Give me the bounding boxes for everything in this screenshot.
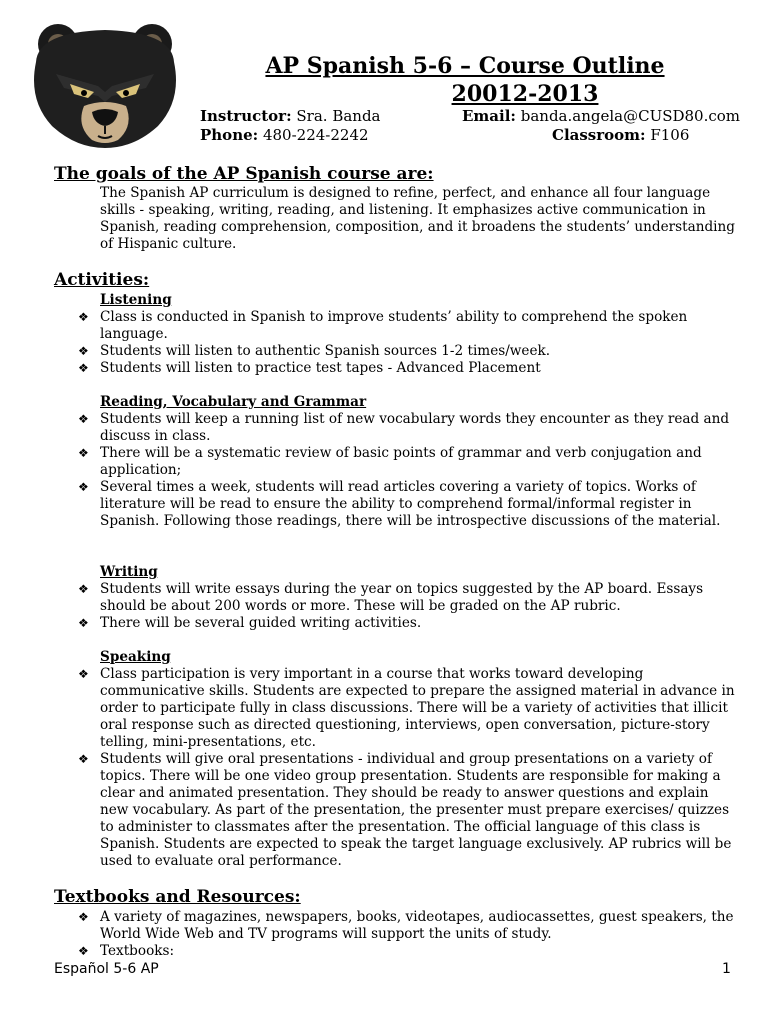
bullet-icon: ❖ — [78, 667, 89, 681]
list-item: ❖ Class participation is very important in a course that works toward developing communicative skills. Students are expected to prepare the assigned material in advance in order to participate fully in class discussions. There will be a variety of activities that illicit oral response such as directed questioning, interviews, open conversation, picture-story telling, mini-presentations, etc. — [78, 666, 735, 750]
textbooks-heading: Textbooks and Resources: — [54, 887, 301, 907]
speaking-subheading: Speaking — [100, 649, 171, 665]
bullet-icon: ❖ — [78, 944, 89, 958]
bullet-icon: ❖ — [78, 446, 89, 460]
listening-subheading: Listening — [100, 292, 172, 308]
writing-subheading: Writing — [100, 564, 158, 580]
list-item: ❖ Students will give oral presentations - individual and group presentations on a variety of topics. There will be one video group presentation. Students are responsible for making a clear and animated presentation. They should be ready to answer questions and explain new vocabulary. As part of the presentation, the presenter must prepare exercises/ quizzes to administer to classmates after the presentation. The official language of this class is Spanish. Students are expected to speak the target language exclusively. AP rubrics will be used to evaluate oral performance. — [78, 751, 732, 869]
list-item: ❖ Students will keep a running list of new vocabulary words they encounter as they read and discuss in class. — [78, 411, 730, 444]
list-item: ❖ Textbooks: — [78, 943, 175, 959]
bullet-icon: ❖ — [78, 616, 89, 630]
list-item: ❖ A variety of magazines, newspapers, books, videotapes, audiocassettes, guest speakers, the World Wide Web and TV programs will support the units of study. — [78, 909, 734, 942]
listening-list — [78, 309, 738, 377]
bullet-icon: ❖ — [78, 582, 89, 596]
footer-page-number: 1 — [722, 961, 731, 977]
bullet-icon: ❖ — [78, 752, 89, 766]
instructor-value: Sra. Banda — [296, 107, 381, 125]
list-item: ❖ There will be several guided writing activities. — [78, 615, 422, 631]
footer-course-name: Español 5-6 AP — [54, 961, 159, 977]
bullet-icon: ❖ — [78, 361, 89, 375]
reading-subheading: Reading, Vocabulary and Grammar — [100, 394, 367, 410]
title-line-1: AP Spanish 5-6 – Course Outline — [265, 53, 665, 79]
email-line — [462, 107, 740, 126]
instructor-label: Instructor: — [200, 107, 292, 125]
instructor-line — [200, 107, 381, 126]
bullet-icon: ❖ — [78, 480, 89, 494]
phone-value: 480-224-2242 — [262, 126, 369, 144]
reading-list — [78, 411, 738, 530]
textbooks-list — [78, 909, 738, 960]
phone-label: Phone: — [200, 126, 259, 144]
bullet-icon: ❖ — [78, 310, 89, 324]
goals-heading: The goals of the AP Spanish course are: — [54, 164, 434, 184]
speaking-list — [78, 666, 738, 870]
list-item: ❖ Students will write essays during the year on topics suggested by the AP board. Essays should be about 200 words or more. These will be graded on the AP rubric. — [78, 581, 704, 614]
list-item: ❖ There will be a systematic review of basic points of grammar and verb conjugation and application; — [78, 445, 702, 478]
bullet-icon: ❖ — [78, 412, 89, 426]
email-value[interactable]: banda.angela@CUSD80.com — [520, 107, 741, 125]
list-item: ❖ Class is conducted in Spanish to improve students’ ability to comprehend the spoken language. — [78, 309, 688, 342]
goals-paragraph: The Spanish AP curriculum is designed to refine, perfect, and enhance all four language skills - speaking, writing, reading, and listening. It emphasizes active communication in Spanish, reading comprehension, composition, and it broadens the students’ understanding of Hispanic culture. — [100, 185, 735, 252]
email-label: Email: — [462, 107, 516, 125]
classroom-line — [552, 126, 689, 145]
classroom-value: F106 — [650, 126, 690, 144]
phone-line — [200, 126, 369, 145]
document-title — [200, 52, 730, 108]
activities-heading: Activities: — [54, 270, 150, 290]
bullet-icon: ❖ — [78, 910, 89, 924]
bear-mascot-icon — [26, 22, 184, 152]
writing-list — [78, 581, 738, 632]
list-item: ❖ Several times a week, students will read articles covering a variety of topics. Works of literature will be read to ensure the ability to comprehend formal/informal register in Spanish. Following those readings, there will be introspective discussions of the material. — [78, 479, 721, 529]
classroom-label: Classroom: — [552, 126, 646, 144]
bear-mascot-logo — [26, 22, 184, 152]
list-item: ❖ Students will listen to authentic Spanish sources 1-2 times/week. — [78, 343, 551, 359]
bullet-icon: ❖ — [78, 344, 89, 358]
title-line-2: 20012-2013 — [451, 81, 599, 107]
list-item: ❖ Students will listen to practice test tapes - Advanced Placement — [78, 360, 541, 376]
